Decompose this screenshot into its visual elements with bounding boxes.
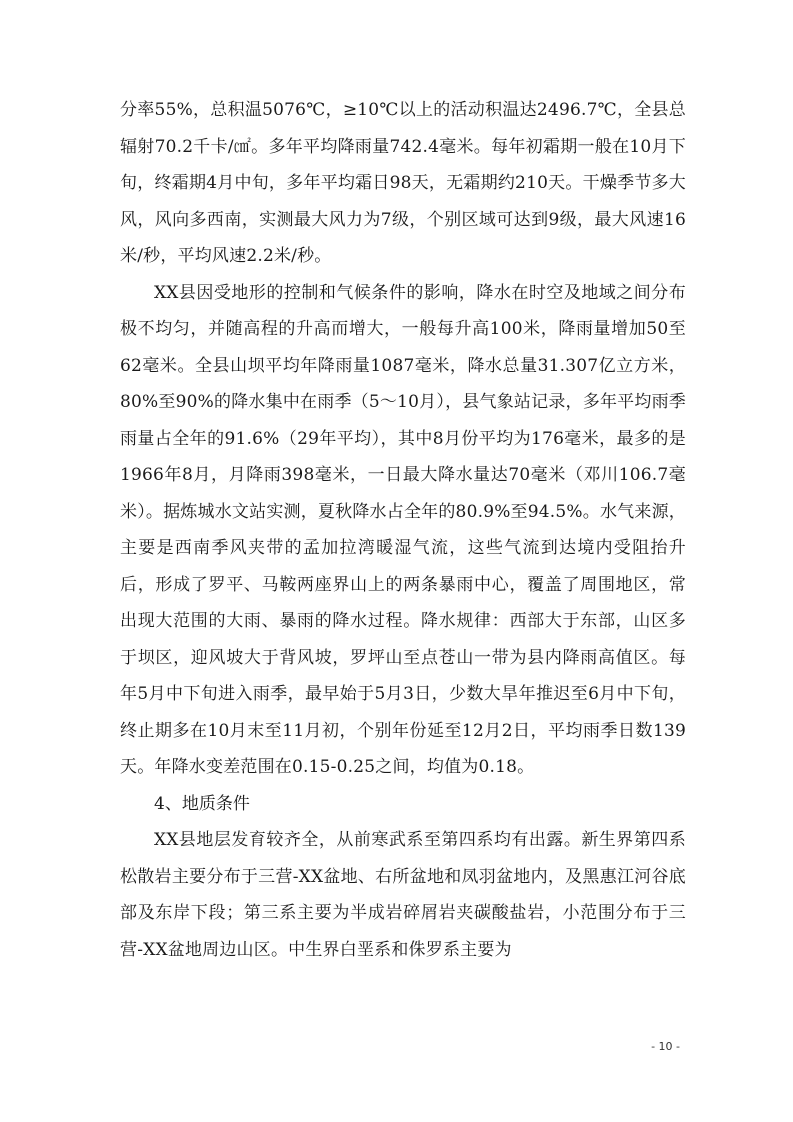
page-number: - 10 - [651, 1040, 680, 1053]
geology-paragraph: XX县地层发育较齐全，从前寒武系至第四系均有出露。新生界第四系松散岩主要分布于三营-XX盆地、右所盆地和凤羽盆地内，及黑惠江河谷底部及东岸下段；第三系主要为半成岩碎屑岩夹碳酸盐岩，小范围分布于三营-XX盆地周边山区。中生界白垩系和侏罗系主要为 [120, 830, 686, 960]
section-heading-geology: 4、地质条件 [154, 793, 250, 814]
precipitation-paragraph: XX县因受地形的控制和气候条件的影响，降水在时空及地域之间分布极不均匀，并随高程的升高而增大，一般每升高100米，降雨量增加50至62毫米。全县山坝平均年降雨量1087毫米，降水总量31.307亿立方米，80%至90%的降水集中在雨季（5～10月），县气象站记录，多年平均雨季雨量占全年的91.6%（29年平均），其中8月份平均为176毫米，最多的是1966年8月，月降雨398毫米，一日最大降水量达70毫米（邓川106.7毫米）。据炼城水文站实测，夏秋降水占全年的80.9%至94.5%。水气来源，主要是西南季风夹带的孟加拉湾暖湿气流，这些气流到达境内受阻抬升后，形成了罗平、马鞍两座界山上的两条暴雨中心，覆盖了周围地区，常出现大范围的大雨、暴雨的降水过程。降水规律：西部大于东部，山区多于坝区，迎风坡大于背风坡，罗坪山至点苍山一带为县内降雨高值区。每年5月中下旬进入雨季，最早始于5月3日，少数大旱年推迟至6月中下旬，终止期多在10月末至11月初，个别年份延至12月2日，平均雨季日数139天。年降水变差范围在0.15-0.25之间，均值为0.18。 [120, 282, 686, 777]
page-body [120, 92, 686, 968]
climate-paragraph-continued: 分率55%，总积温5076℃，≥10℃以上的活动积温达2496.7℃，全县总辐射70.2千卡/㎠。多年平均降雨量742.4毫米。每年初霜期一般在10月下旬，终霜期4月中旬，多年平均霜日98天，无霜期约210天。干燥季节多大风，风向多西南，实测最大风力为7级，个别区域可达到9级，最大风速16米/秒，平均风速2.2米/秒。 [120, 100, 686, 266]
